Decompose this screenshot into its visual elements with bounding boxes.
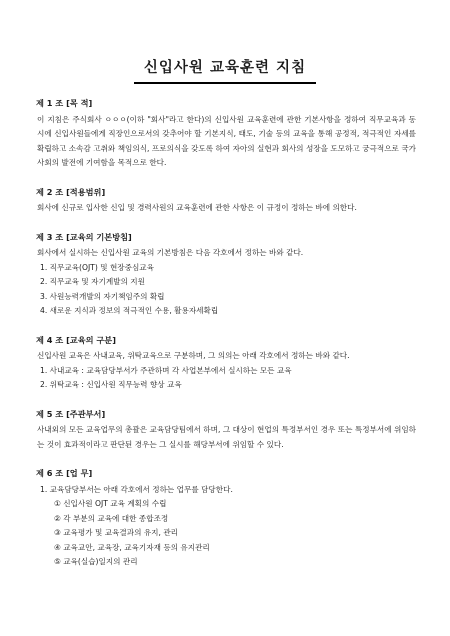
article-3 — [36, 230, 416, 319]
article-6 — [36, 466, 416, 570]
sublist-item: ③ 교육평가 및 교육결과의 유지, 관리 — [54, 528, 178, 537]
article-heading: 제 2 조 [적용범위] — [36, 186, 106, 197]
article-text: 사내외의 모든 교육업무의 총괄은 교육담당팀에서 하며, 그 대상이 현업의 특정부서인 경우 또는 특정부서에 위임하는 것이 효과적이라고 판단된 경우는 그 실시를 해당부서에 위임할 수 있다. — [37, 425, 416, 449]
article-4 — [36, 333, 416, 393]
list-item: 4. 새로운 지식과 정보의 적극적인 수용, 활용자세확립 — [40, 306, 219, 315]
article-list — [36, 483, 416, 498]
article-1 — [36, 96, 416, 171]
article-5 — [36, 407, 416, 453]
article-text: 신입사원 교육은 사내교육, 위탁교육으로 구분하며, 그 의의는 아래 각호에서 정하는 바와 같다. — [37, 351, 350, 360]
list-item: 2. 직무교육 및 자기계발의 지원 — [40, 277, 145, 286]
article-heading: 제 5 조 [주관부서] — [36, 408, 106, 419]
document-body — [36, 96, 416, 584]
list-item: 1. 교육담당부서는 아래 각호에서 정하는 업무를 담당한다. — [40, 484, 233, 494]
sublist-item: ⑤ 교육(실습)일지의 관리 — [54, 557, 138, 566]
article-text: 회사에서 실시하는 신입사원 교육의 기본방침은 다음 각호에서 정하는 바와 같다. — [37, 248, 304, 257]
article-sublist — [36, 497, 416, 570]
article-heading: 제 4 조 [교육의 구분] — [36, 334, 116, 345]
article-text: 회사에 신규로 입사한 신입 및 경력사원의 교육훈련에 관한 사항은 이 규정이 정하는 바에 의한다. — [37, 203, 357, 212]
list-item: 1. 직무교육(OJT) 및 현장중심교육 — [40, 262, 154, 272]
list-item: 3. 사원능력개발의 자기책임주의 확립 — [40, 291, 165, 301]
list-item: 2. 위탁교육 : 신입사원 직무능력 향상 교육 — [40, 380, 182, 389]
article-list — [36, 364, 416, 393]
sublist-item: ① 신입사원 OJT 교육 계획의 수립 — [54, 499, 167, 508]
sublist-item: ④ 교육교안, 교육장, 교육기자재 등의 유지관리 — [54, 542, 210, 552]
article-heading: 제 3 조 [교육의 기본방침] — [36, 231, 132, 242]
article-text: 이 지침은 주식회사 ㅇㅇㅇ(이하 "회사"라고 한다)의 신입사원 교육훈련에 관한 기본사항을 정하여 직무교육과 동시에 신입사원들에게 직장인으로서의 갖추어야 할 기본지식, 태도, 기술 등의 교육을 통해 공정적, 적극적인 자세를 확립하고 소속감 고취와 책임의식, 프로의식을 갖도록 하여 자아의 실현과 회사의 성장을 도모하고 궁극적으로 국가사회의 발전에 기여함을 목적으로 한다. — [37, 114, 416, 167]
article-heading: 제 1 조 [목 적] — [36, 98, 93, 108]
article-heading: 제 6 조 [업 무] — [36, 468, 93, 478]
list-item: 1. 사내교육 : 교육담당부서가 주관하며 각 사업본부에서 실시하는 모든 교육 — [40, 365, 292, 375]
document-title: 신입사원 교육훈련 지침 — [134, 56, 316, 84]
article-list — [36, 261, 416, 319]
article-2 — [36, 185, 416, 216]
title-wrap — [0, 56, 450, 84]
sublist-item: ② 각 부분의 교육에 대한 종합조정 — [54, 513, 169, 523]
